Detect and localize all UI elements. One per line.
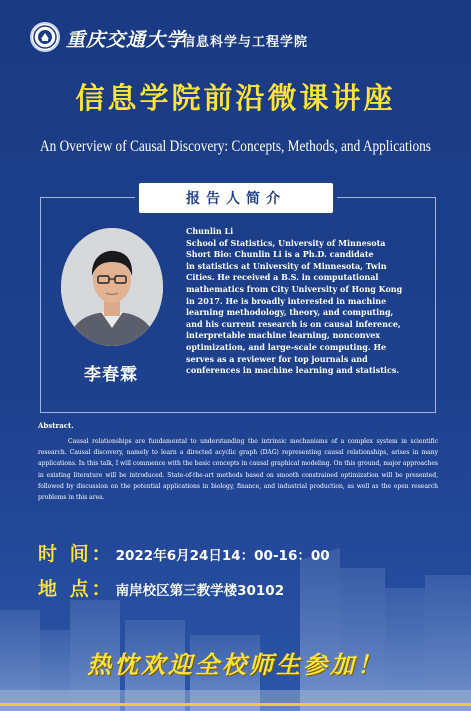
school-name: 信息科学与工程学院 — [182, 35, 309, 50]
divider — [0, 703, 471, 706]
time-value: 2022年6月24日14：00-16：00 — [115, 548, 330, 564]
bio-line: and his current research is on causal inference, — [186, 318, 401, 329]
bio-line: Cities. He received a B.S. in computational — [186, 272, 379, 283]
speaker-section-label: 报告人简介 — [186, 191, 286, 207]
university-seal-icon — [30, 22, 60, 52]
time-label: 时 间： — [38, 543, 114, 565]
bio-line: Short Bio: Chunlin Li is a Ph.D. candidate — [186, 249, 374, 260]
place-label: 地 点： — [38, 578, 114, 600]
bio-line: conferences in machine learning and statistics. — [186, 365, 400, 376]
speaker-photo — [61, 228, 163, 346]
page-title: 信息学院前沿微课讲座 — [75, 81, 396, 115]
talk-title: An Overview of Causal Discovery: Concepts, Methods, and Applications — [40, 138, 431, 155]
place-value: 南岸校区第三教学楼30102 — [115, 583, 285, 599]
speaker-section-tab — [139, 183, 333, 213]
university-name: 重庆交通大学 — [66, 29, 187, 51]
bio-line: interpretable machine learning, nonconvex — [186, 330, 381, 341]
abstract-heading: Abstract. — [38, 421, 74, 430]
bio-line: serves as a reviewer for top journals and — [186, 353, 368, 364]
speaker-bio — [186, 226, 416, 377]
bio-line: mathematics from City University of Hong Kong — [186, 283, 403, 294]
header — [0, 22, 471, 56]
bio-line: in statistics at University of Minnesota, Twin — [186, 260, 387, 271]
speaker-name-cn: 李春霖 — [84, 365, 138, 385]
welcome-banner: 热忱欢迎全校师生参加！ — [87, 650, 384, 679]
bio-line: optimization, and large-scale computing. He — [186, 341, 387, 352]
bio-line: learning methodology, theory, and computing, — [186, 307, 394, 318]
time-row — [38, 539, 330, 566]
place-row — [38, 574, 284, 601]
bio-line: Chunlin Li — [186, 226, 234, 236]
abstract-text: Causal relationships are fundamental to understanding the intrinsic mechanisms of a complex system in scientific research. Causal discovery, namely to learn a directed acyclic graph (DAG) representing causal relationships, arises in many applications. In this talk, I will commence with the basic concepts in causal graphical modeling. On this ground, major approaches in existing literature will be introduced. State-of-the-art methods based on smooth constrained optimization will be presented, followed by discussion on the potential applications in biology, finance, and industrial production, as well as the open research problems in this area. — [38, 438, 438, 502]
bio-line: School of Statistics, University of Minnesota — [186, 237, 386, 248]
bio-line: in 2017. He is broadly interested in machine — [186, 295, 387, 306]
